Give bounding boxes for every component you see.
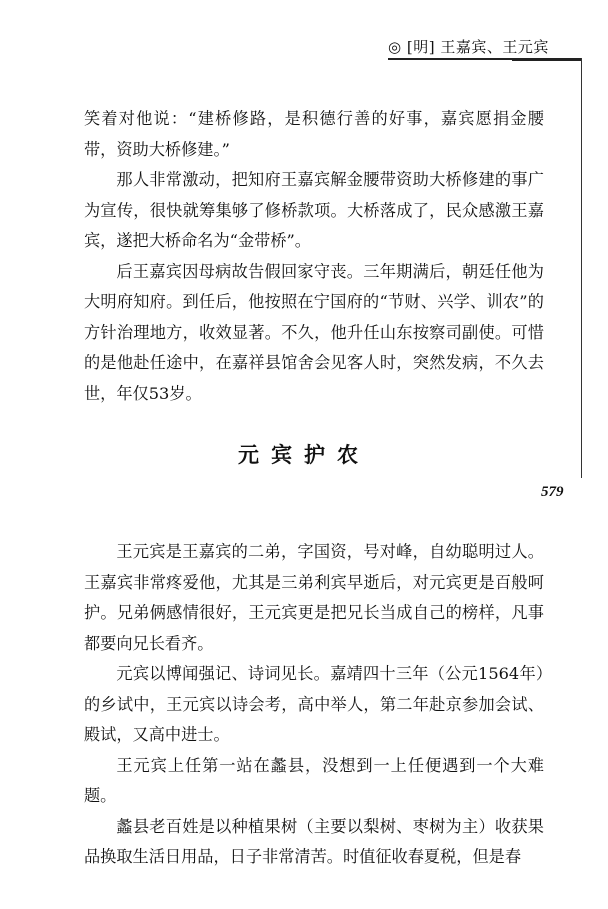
paragraph: 后王嘉宾因母病故告假回家守丧。三年期满后，朝廷任他为大明府知府。到任后，他按照在宁国府的“节财、兴学、训农”的方针治理地方，收效显著。不久，他升任山东按察司副使。可惜的是他赴任途中，在嘉祥县馆舍会见客人时，突然发病，不久去世，年仅53岁。 — [84, 261, 544, 403]
running-header: ◎ [明] 王嘉宾、王元宾 — [388, 38, 549, 56]
paragraph: 王元宾上任第一站在蠡县，没想到一上任便遇到一个大难题。 — [84, 755, 544, 805]
header-rule-accent — [512, 58, 581, 61]
paragraph: 王元宾是王嘉宾的二弟，字国资，号对峰，自幼聪明过人。王嘉宾非常疼爱他，尤其是三弟利宾早逝后，对元宾更是百般呵护。兄弟俩感情很好，王元宾更是把兄长当成自己的榜样，凡事都要向兄长看齐。 — [84, 542, 544, 653]
top-text-block — [84, 104, 544, 409]
paragraph: 元宾以博闻强记、诗词见长。嘉靖四十三年（公元1564年）的乡试中，王元宾以诗会考，高中举人，第二年赴京参加会试、殿试，又高中进士。 — [84, 664, 544, 744]
page-edge-line — [581, 58, 582, 478]
page-number: 579 — [541, 484, 564, 500]
paragraph-continued: 笑着对他说：“建桥修路，是积德行善的好事，嘉宾愿捐金腰带，资助大桥修建。” — [84, 109, 544, 159]
paragraph: 蠡县老百姓是以种植果树（主要以梨树、枣树为主）收获果品换取生活日用品，日子非常清苦。时值征收春夏税，但是春 — [84, 816, 544, 866]
bottom-text-block — [84, 537, 544, 873]
paragraph: 那人非常激动，把知府王嘉宾解金腰带资助大桥修建的事广为宣传，很快就筹集够了修桥款项。大桥落成了，民众感激王嘉宾，遂把大桥命名为“金带桥”。 — [84, 170, 544, 250]
section-title: 元宾护农 — [238, 443, 370, 467]
